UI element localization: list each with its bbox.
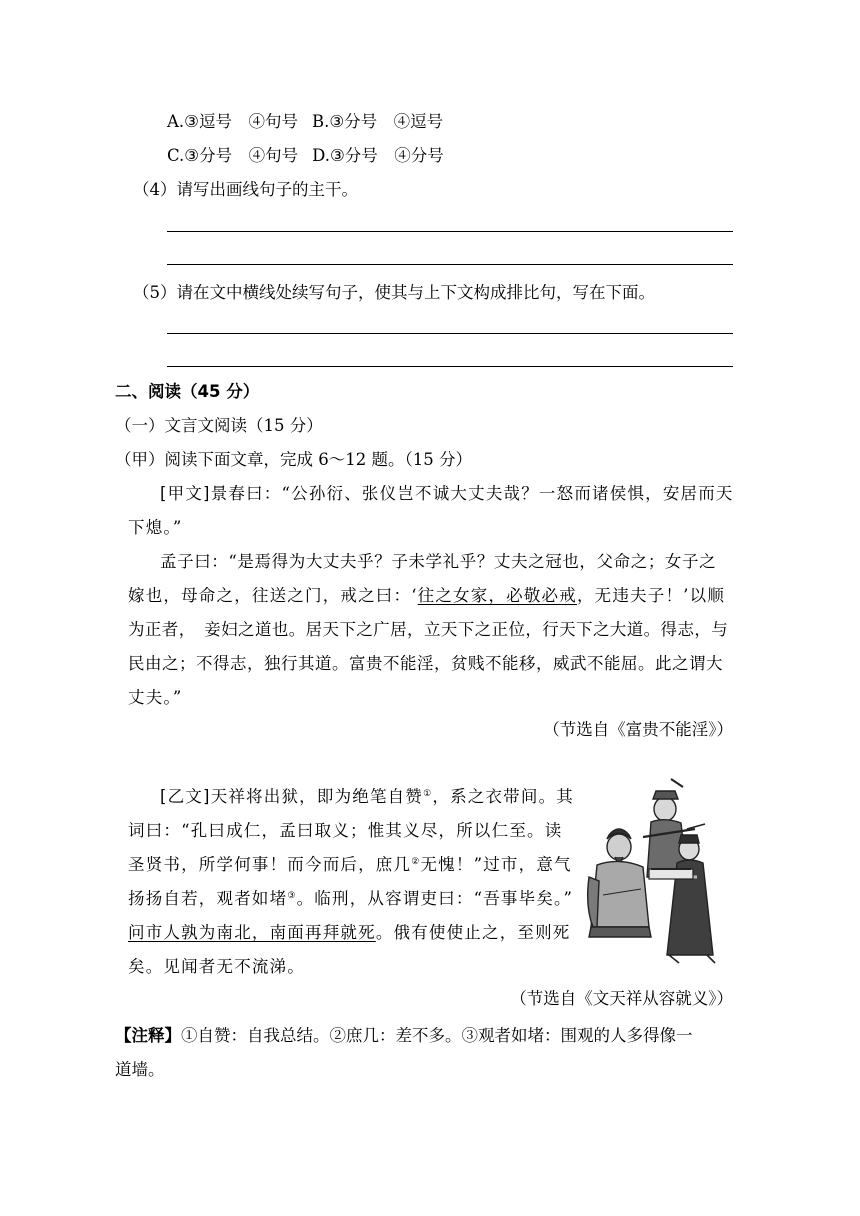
section-title: 二、阅读（45 分） <box>115 382 260 401</box>
jia-source: （节选自《富贵不能淫》） <box>543 720 733 739</box>
notes-line-2: 道墙。 <box>115 1060 165 1079</box>
q3-option-row-2 <box>167 146 444 166</box>
reading-instruction: （甲）阅读下面文章，完成 6～12 题。（15 分） <box>115 450 472 469</box>
note-marker-2: ② <box>411 857 421 867</box>
underlined-sentence-yi: 问市人孰为南北，南面再拜就死 <box>128 923 376 942</box>
jia-paragraph-2-line-5: 丈夫。” <box>128 688 183 707</box>
notes-line-1: 【注释】①自赞：自我总结。②庶几：差不多。③观者如堵：围观的人多得像一 <box>115 1026 693 1045</box>
jia-paragraph-2-line-2: 嫁也，母命之，往送之门，戒之曰：‘往之女家，必敬必戒，无违夫子！’以顺 <box>128 586 726 605</box>
jia-paragraph-2-line-3: 为正者， 妾妇之道也。居天下之广居，立天下之正位，行天下之大道。得志，与 <box>128 620 729 639</box>
jia-paragraph-2-line-4: 民由之；不得志，独行其道。富贵不能淫，贫贱不能移，威武不能屈。此之谓大 <box>128 654 723 673</box>
note-marker-1: ① <box>423 789 433 799</box>
yi-line-3: 圣贤书，所学何事！而今而后，庶几②无愧！”过市，意气 <box>128 855 572 874</box>
note-marker-3: ③ <box>287 891 297 901</box>
jia-paragraph-2-line-1: 孟子曰：“是焉得为大丈夫乎？子未学礼乎？丈夫之冠也，父命之；女子之 <box>160 552 717 571</box>
yi-tag: [乙文] <box>160 787 211 806</box>
option-a: A.③逗号 ④句号 <box>167 112 298 131</box>
answer-line-q5-1[interactable] <box>167 333 733 334</box>
notes-label: 【注释】 <box>115 1026 181 1045</box>
option-d: D.③分号 ④分号 <box>312 146 444 165</box>
illustration-wen-tianxiang <box>583 777 733 967</box>
q3-option-row-1 <box>167 112 443 132</box>
jia-paragraph-1-line-2: 下熄。” <box>128 518 183 537</box>
question-5: （5）请在文中横线处续写句子，使其与上下文构成排比句，写在下面。 <box>133 283 655 302</box>
yi-line-2: 词曰：“孔曰成仁，孟曰取义；惟其义尽，所以仁至。读 <box>128 821 563 840</box>
jia-tag: [甲文] <box>160 484 211 503</box>
subsection-title: （一）文言文阅读（15 分） <box>115 416 323 435</box>
yi-line-6: 矣。见闻者无不流涕。 <box>128 957 305 976</box>
answer-line-q4-2[interactable] <box>167 264 733 265</box>
underlined-sentence: 往之女家，必敬必戒 <box>417 586 577 605</box>
answer-line-q4-1[interactable] <box>167 231 733 232</box>
option-b: B.③分号 ④逗号 <box>311 112 444 131</box>
option-c: C.③分号 ④句号 <box>167 146 299 165</box>
yi-line-5: 问市人孰为南北，南面再拜就死。俄有使使止之，至则死 <box>128 923 571 942</box>
yi-source: （节选自《文天祥从容就义》） <box>510 989 733 1008</box>
yi-line-1: [乙文]天祥将出狱，即为绝笔自赞①，系之衣带间。其 <box>160 787 574 806</box>
yi-line-4: 扬扬自若，观者如堵③。临刑，从容谓吏曰：“吾事毕矣。” <box>128 889 574 908</box>
jia-paragraph-1-line-1: [甲文]景春曰：“公孙衍、张仪岂不诚大丈夫哉？一怒而诸侯惧，安居而天 <box>160 484 734 503</box>
question-4: （4）请写出画线句子的主干。 <box>133 180 358 199</box>
answer-line-q5-2[interactable] <box>167 366 733 367</box>
